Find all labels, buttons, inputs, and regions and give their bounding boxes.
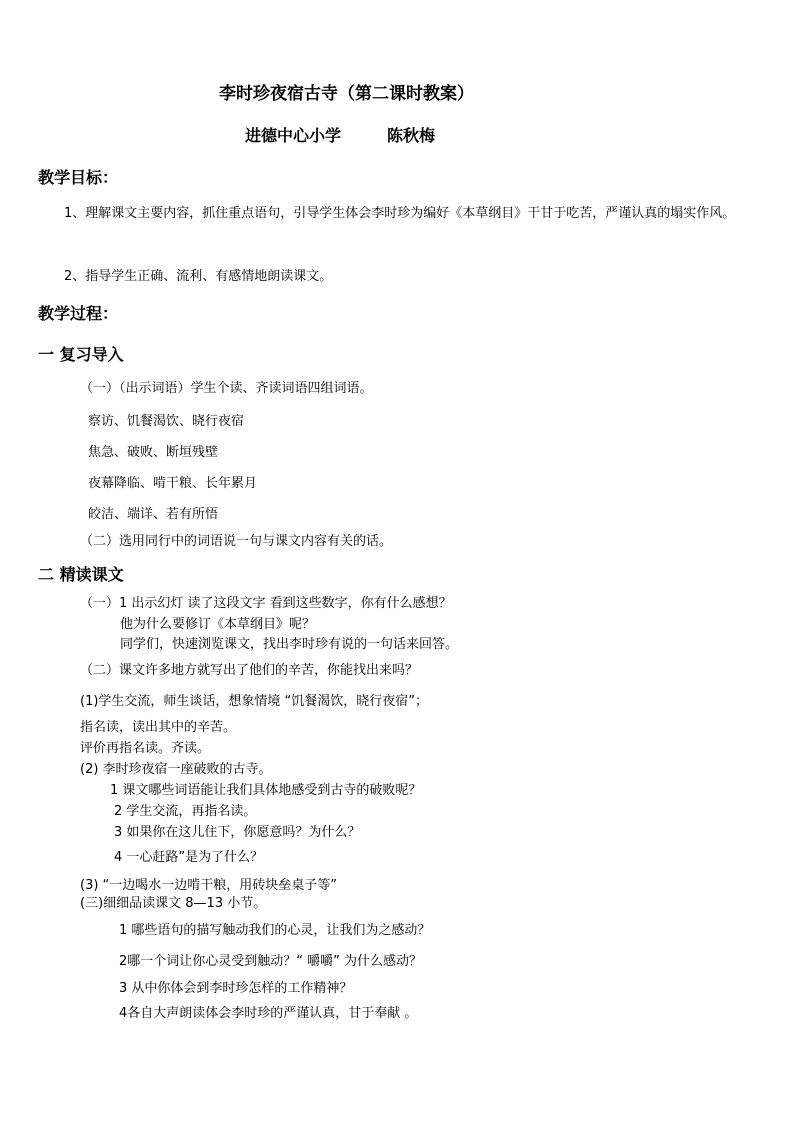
section-line: （一）1 出示幻灯 读了这段文字 看到这些数字，你有什么感想？ (80, 596, 452, 611)
document-title: 李时珍夜宿古寺（第二课时教案） (219, 84, 474, 104)
school-name: 进德中心小学 (245, 126, 342, 145)
process-heading: 教学过程： (38, 304, 119, 323)
author-name: 陈秋梅 (387, 126, 436, 145)
numbered-item: 2哪一个词让你心灵受到触动？“ 嚼嚼” 为什么感动？ (119, 954, 423, 969)
section-line: （一）（出示词语）学生个读、齐读词语四组词语。 (80, 381, 373, 396)
vocab-group: 察访、饥餐渴饮、晓行夜宿 (88, 414, 245, 429)
section-line: (3) “一边喝水一边啃干粮，用砖块垒桌子等” (80, 878, 338, 893)
numbered-item: 2 学生交流，再指名读。 (114, 804, 257, 819)
objective-item: 2、指导学生正确、流利、有感情地朗读课文。 (64, 269, 333, 284)
section-line: (三)细细品读课文 8—13 小节。 (80, 896, 267, 911)
objective-item: 1、理解课文主要内容，抓住重点语句，引导学生体会李时珍为编好《本草纲目》干甘于吃苦，严谨认真的塌实作风。 (64, 206, 736, 221)
section-line: （二）课文许多地方就写出了他们的辛苦，你能找出来吗？ (80, 663, 419, 678)
vocab-group: 皎洁、端详、若有所悟 (88, 507, 219, 522)
numbered-item: 1 课文哪些词语能让我们具体地感受到古寺的破败呢？ (110, 783, 422, 798)
section-line: （二）选用同行中的词语说一句与课文内容有关的话。 (80, 534, 393, 549)
section-line: 他为什么要修订《本草纲目》呢？ (120, 617, 316, 632)
numbered-item: 1 哪些语句的描写触动我们的心灵，让我们为之感动？ (119, 923, 431, 938)
section-line: 指名读，读出其中的辛苦。 (80, 720, 237, 735)
vocab-group: 夜幕降临、啃干粮、长年累月 (88, 476, 258, 491)
section-line: (2) 李时珍夜宿一座破败的古寺。 (80, 762, 272, 777)
vocab-group: 焦急、破败、断垣残壁 (88, 445, 219, 460)
section-heading-review: 一 复习导入 (38, 345, 124, 364)
byline (245, 126, 435, 146)
numbered-item: 4 一心赶路”是为了什么？ (114, 850, 264, 865)
numbered-item: 3 从中你体会到李时珍怎样的工作精神？ (119, 981, 353, 996)
section-line: 同学们，快速浏览课文，找出李时珍有说的一句话来回答。 (120, 637, 459, 652)
numbered-item: 4各自大声朗读体会李时珍的严谨认真，甘于奉献 。 (119, 1006, 418, 1021)
section-line: (1)学生交流，师生谈话，想象情境 “饥餐渴饮，晓行夜宿”； (80, 694, 429, 709)
section-line: 评价再指名读。齐读。 (80, 741, 211, 756)
objectives-heading: 教学目标： (38, 168, 119, 187)
numbered-item: 3 如果你在这儿住下，你愿意吗？为什么？ (114, 825, 361, 840)
section-heading-reading: 二 精读课文 (38, 565, 124, 584)
